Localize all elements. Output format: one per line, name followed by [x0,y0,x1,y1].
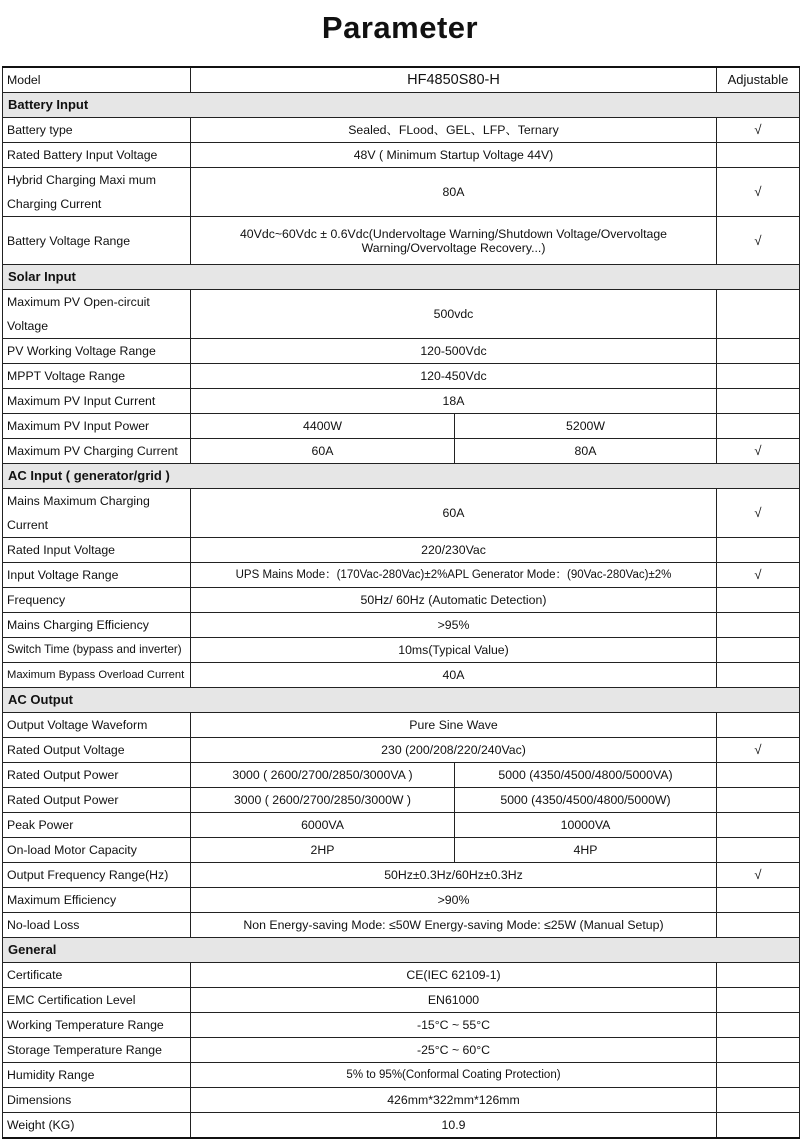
adjustable-mark [717,339,800,364]
parameter-table [2,66,800,1139]
row-value-a: 6000VA [191,813,455,838]
table-row [3,143,800,168]
table-row [3,168,800,217]
row-value: 50Hz/ 60Hz (Automatic Detection) [191,588,717,613]
adjustable-mark [717,290,800,339]
row-value: 5% to 95%(Conformal Coating Protection) [191,1063,717,1088]
row-value: 10.9 [191,1113,717,1139]
row-label: MPPT Voltage Range [3,364,191,389]
table-row [3,364,800,389]
row-value: 18A [191,389,717,414]
section-title: General [3,938,800,963]
row-value: Non Energy-saving Mode: ≤50W Energy-saving Mode: ≤25W (Manual Setup) [191,913,717,938]
table-row [3,838,800,863]
row-value: 120-450Vdc [191,364,717,389]
section-header [3,93,800,118]
table-row [3,913,800,938]
row-label: Mains Maximum Charging Current [3,489,191,538]
row-value: EN61000 [191,988,717,1013]
row-label: Battery type [3,118,191,143]
header-label: Model [3,67,191,93]
adjustable-mark [717,813,800,838]
row-value: 80A [191,168,717,217]
table-row [3,563,800,588]
table-row [3,713,800,738]
row-label: Dimensions [3,1088,191,1113]
adjustable-mark [717,838,800,863]
adjustable-mark [717,364,800,389]
adjustable-mark [717,913,800,938]
header-row [3,67,800,93]
row-label: No-load Loss [3,913,191,938]
table-row [3,414,800,439]
row-value: 500vdc [191,290,717,339]
section-header [3,265,800,290]
row-label: Switch Time (bypass and inverter) [3,638,191,663]
model-value: HF4850S80-H [191,67,717,93]
adjustable-mark: √ [717,863,800,888]
section-header [3,464,800,489]
table-row [3,613,800,638]
adjustable-mark [717,1013,800,1038]
table-row [3,118,800,143]
row-label: Rated Output Power [3,763,191,788]
table-row [3,290,800,339]
row-value: >95% [191,613,717,638]
table-row [3,763,800,788]
row-label: Input Voltage Range [3,563,191,588]
row-value: Sealed、FLood、GEL、LFP、Ternary [191,118,717,143]
table-row [3,439,800,464]
row-value: 60A [191,489,717,538]
row-label: Certificate [3,963,191,988]
row-value-a: 4400W [191,414,455,439]
table-row [3,863,800,888]
table-row [3,888,800,913]
section-header [3,938,800,963]
adjustable-header: Adjustable [717,67,800,93]
row-value: 10ms(Typical Value) [191,638,717,663]
page-title: Parameter [321,10,479,45]
table-row [3,1088,800,1113]
row-value: UPS Mains Mode：(170Vac-280Vac)±2%APL Generator Mode：(90Vac-280Vac)±2% [191,563,717,588]
row-value: -15°C ~ 55°C [191,1013,717,1038]
section-title: AC Output [3,688,800,713]
row-label: Maximum PV Charging Current [3,439,191,464]
adjustable-mark [717,1063,800,1088]
adjustable-mark: √ [717,489,800,538]
row-value: 50Hz±0.3Hz/60Hz±0.3Hz [191,863,717,888]
row-value-b: 4HP [455,838,717,863]
row-label: Maximum PV Input Current [3,389,191,414]
row-label: Hybrid Charging Maxi mum Charging Current [3,168,191,217]
adjustable-mark [717,1113,800,1139]
row-label: Rated Output Power [3,788,191,813]
table-row [3,1013,800,1038]
adjustable-mark [717,713,800,738]
table-row [3,389,800,414]
adjustable-mark [717,1038,800,1063]
row-value: 120-500Vdc [191,339,717,364]
table-row [3,963,800,988]
adjustable-mark: √ [717,168,800,217]
row-value: 426mm*322mm*126mm [191,1088,717,1113]
row-label: Maximum PV Input Power [3,414,191,439]
table-row [3,638,800,663]
row-label: Peak Power [3,813,191,838]
adjustable-mark [717,963,800,988]
adjustable-mark [717,638,800,663]
row-label: Maximum Efficiency [3,888,191,913]
row-value: Pure Sine Wave [191,713,717,738]
row-value: >90% [191,888,717,913]
row-value: -25°C ~ 60°C [191,1038,717,1063]
row-value-b: 5000 (4350/4500/4800/5000VA) [455,763,717,788]
row-label: Frequency [3,588,191,613]
adjustable-mark [717,663,800,688]
row-value: 230 (200/208/220/240Vac) [191,738,717,763]
adjustable-mark [717,143,800,168]
adjustable-mark: √ [717,738,800,763]
row-label: On-load Motor Capacity [3,838,191,863]
table-row [3,217,800,265]
section-header [3,688,800,713]
adjustable-mark [717,988,800,1013]
row-value: 40A [191,663,717,688]
adjustable-mark [717,538,800,563]
table-row [3,738,800,763]
row-value-b: 10000VA [455,813,717,838]
table-row [3,588,800,613]
table-row [3,339,800,364]
row-label: Rated Battery Input Voltage [3,143,191,168]
row-value-a: 2HP [191,838,455,863]
row-label: Rated Input Voltage [3,538,191,563]
row-label: Maximum PV Open-circuit Voltage [3,290,191,339]
row-value-b: 5000 (4350/4500/4800/5000W) [455,788,717,813]
adjustable-mark: √ [717,439,800,464]
row-value-a: 3000 ( 2600/2700/2850/3000W ) [191,788,455,813]
row-label: Output Frequency Range(Hz) [3,863,191,888]
row-label: Battery Voltage Range [3,217,191,265]
row-value: 48V ( Minimum Startup Voltage 44V) [191,143,717,168]
adjustable-mark [717,1088,800,1113]
section-title: Solar Input [3,265,800,290]
row-label: Rated Output Voltage [3,738,191,763]
adjustable-mark [717,888,800,913]
table-row [3,1113,800,1139]
row-value: CE(IEC 62109-1) [191,963,717,988]
adjustable-mark [717,613,800,638]
adjustable-mark: √ [717,217,800,265]
row-label: Mains Charging Efficiency [3,613,191,638]
row-label: Storage Temperature Range [3,1038,191,1063]
row-value: 220/230Vac [191,538,717,563]
adjustable-mark [717,788,800,813]
table-row [3,1038,800,1063]
row-label: EMC Certification Level [3,988,191,1013]
table-row [3,1063,800,1088]
table-row [3,813,800,838]
table-row [3,489,800,538]
table-row [3,663,800,688]
row-value: 40Vdc~60Vdc ± 0.6Vdc(Undervoltage Warning/Shutdown Voltage/Overvoltage Warning/Overvoltage Recovery...) [191,217,717,265]
adjustable-mark [717,588,800,613]
section-title: AC Input ( generator/grid ) [3,464,800,489]
adjustable-mark [717,763,800,788]
adjustable-mark [717,414,800,439]
row-value-a: 60A [191,439,455,464]
row-label: Weight (KG) [3,1113,191,1139]
row-value-a: 3000 ( 2600/2700/2850/3000VA ) [191,763,455,788]
row-label: Maximum Bypass Overload Current [3,663,191,688]
row-label: PV Working Voltage Range [3,339,191,364]
adjustable-mark: √ [717,118,800,143]
row-label: Humidity Range [3,1063,191,1088]
table-row [3,538,800,563]
table-row [3,788,800,813]
row-value-b: 5200W [455,414,717,439]
row-value-b: 80A [455,439,717,464]
table-row [3,988,800,1013]
section-title: Battery Input [3,93,800,118]
row-label: Working Temperature Range [3,1013,191,1038]
adjustable-mark: √ [717,563,800,588]
adjustable-mark [717,389,800,414]
row-label: Output Voltage Waveform [3,713,191,738]
